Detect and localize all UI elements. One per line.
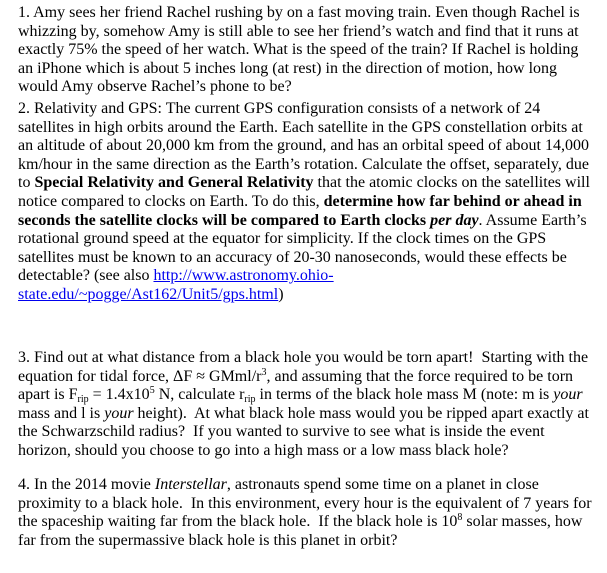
text-line — [18, 405, 603, 424]
text-segment: , and assuming that the force required to be torn — [266, 367, 574, 385]
text-line — [18, 212, 603, 231]
text-segment: 3. Find out at what distance from a black hole you would be torn apart! Starting with the — [18, 349, 589, 366]
text-segment: 4. In the 2014 movie — [18, 476, 155, 493]
reference-link[interactable]: state.edu/~pogge/Ast162/Unit5/gps.html — [18, 285, 279, 303]
text-segment: notice compared to clocks on Earth. To do this, — [18, 192, 324, 210]
superscript: 3 — [261, 366, 267, 378]
text-segment: that the atomic clocks on the satellites will — [313, 174, 590, 192]
text-line — [18, 100, 603, 119]
text-line — [18, 60, 603, 79]
text-segment: the Schwarzschild radius? If you wanted to survive to see what is inside the event — [18, 423, 545, 441]
question-2 — [18, 100, 603, 305]
text-segment: . Assume Earth’s — [478, 211, 587, 229]
text-line — [18, 119, 603, 138]
text-segment: satellites must be known to an accuracy of 20-30 nanoseconds, would these effects be — [18, 248, 567, 266]
reference-link[interactable]: http://www.astronomy.ohio- — [153, 267, 334, 285]
text-segment: 1. Amy sees her friend Rachel rushing by on a fast moving train. Even though Rachel is — [18, 4, 580, 21]
text-line — [18, 78, 603, 97]
text-line — [18, 495, 603, 514]
text-segment: an altitude of about 20,000 km from the ground, and has an orbital speed of about 14,000 — [18, 137, 589, 155]
text-line — [18, 442, 603, 461]
text-line — [18, 249, 603, 268]
text-line — [18, 4, 603, 23]
text-segment: proximity to a black hole. In this environment, every hour is the equivalent of 7 years for — [18, 494, 592, 512]
text-line — [18, 174, 603, 193]
text-line — [18, 137, 603, 156]
text-segment: satellites in high orbits around the Earth. Each satellite in the GPS constellation orbits at — [18, 118, 583, 136]
text-segment: the spaceship waiting far from the black hole. If the black hole is 10 — [18, 513, 458, 531]
text-line — [18, 386, 603, 405]
text-line — [18, 23, 603, 42]
text-segment: per day — [430, 211, 479, 229]
text-segment: ) — [278, 285, 284, 303]
question-4 — [18, 476, 603, 550]
text-segment: determine how far behind or ahead in — [323, 192, 582, 210]
text-segment: detectable? (see also — [18, 267, 154, 285]
text-segment: height). At what black hole mass would you be ripped apart exactly at — [133, 404, 589, 422]
superscript: 8 — [457, 512, 463, 524]
text-segment: apart is F — [18, 386, 78, 404]
text-line — [18, 286, 603, 305]
text-segment: , astronauts spend some time on a planet in close — [226, 476, 539, 493]
text-line — [18, 513, 603, 532]
text-line — [18, 193, 603, 212]
text-segment: whizzing by, somehow Amy is still able to see her friend’s watch and find that it runs at — [18, 22, 579, 40]
text-line — [18, 41, 603, 60]
text-line — [18, 368, 603, 387]
text-line — [18, 230, 603, 249]
text-segment: 2. Relativity and GPS: The current GPS configuration consists of a network of 24 — [18, 100, 541, 117]
text-segment: an iPhone which is about 5 inches long (at rest) in the direction of motion, how long — [18, 59, 558, 77]
text-segment: horizon, should you choose to go into a high mass or a low mass black hole? — [18, 441, 509, 459]
text-segment: to — [18, 174, 35, 192]
text-segment: km/hour in the same direction as the Earth’s rotation. Calculate the offset, separately, due — [18, 155, 589, 173]
text-segment: equation for tidal force, ΔF ≈ GMml/r — [18, 367, 262, 385]
text-line — [18, 349, 603, 368]
subscript: rip — [244, 394, 256, 406]
question-3 — [18, 349, 603, 461]
text-segment: solar masses, how — [462, 513, 583, 531]
text-segment: Special Relativity and General Relativity — [34, 174, 314, 192]
text-segment: far from the supermassive black hole is this planet in orbit? — [18, 531, 398, 549]
text-segment: rotational ground speed at the equator for simplicity. If the clock times on the GPS — [18, 230, 547, 248]
text-line — [18, 423, 603, 442]
subscript: rip — [77, 394, 89, 406]
text-line — [18, 156, 603, 175]
text-segment: would Amy observe Rachel’s phone to be? — [18, 78, 292, 96]
text-line — [18, 532, 603, 551]
question-1 — [18, 4, 603, 97]
text-segment: exactly 75% the speed of her watch. What is the speed of the train? If Rachel is holding — [18, 41, 579, 59]
text-segment: mass and l is — [18, 404, 105, 422]
superscript: 5 — [149, 385, 155, 397]
text-segment: your — [104, 404, 134, 422]
text-segment: = 1.4x10 — [88, 386, 150, 404]
text-segment: Interstellar — [154, 476, 227, 493]
text-segment: seconds the satellite clocks will be compared to Earth clocks — [18, 211, 431, 229]
text-segment: your — [553, 386, 583, 404]
text-segment: N, calculate r — [154, 386, 245, 404]
text-line — [18, 267, 603, 286]
text-segment: in terms of the black hole mass M (note: m is — [255, 386, 554, 404]
text-line — [18, 476, 603, 495]
